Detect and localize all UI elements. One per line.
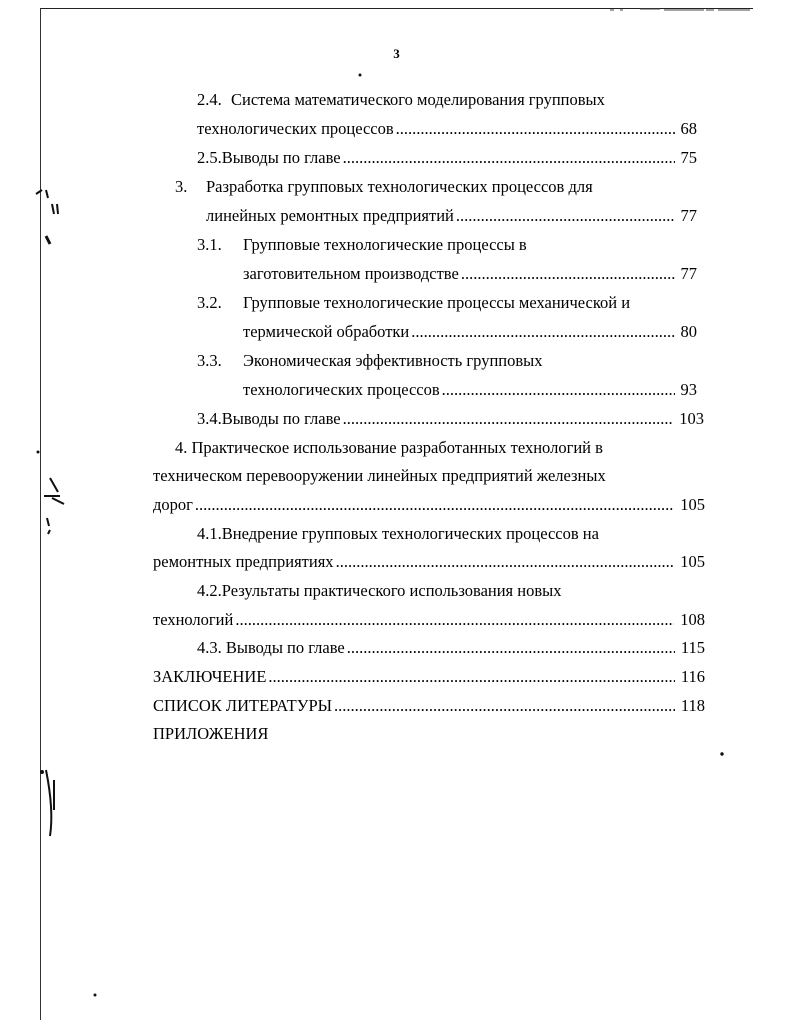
toc-line bbox=[175, 177, 697, 199]
toc-title: 4.2.Результаты практического использования новых bbox=[197, 581, 562, 600]
toc-page: 103 bbox=[679, 409, 704, 428]
toc-line bbox=[153, 696, 705, 718]
toc-leader bbox=[235, 610, 674, 630]
toc-line bbox=[197, 638, 705, 660]
toc-line bbox=[197, 409, 704, 431]
toc-line bbox=[243, 264, 697, 286]
toc-title: технологических процессов bbox=[243, 380, 440, 399]
toc-page: 115 bbox=[680, 638, 705, 657]
toc-title: технологических процессов bbox=[197, 119, 394, 138]
toc-title: Экономическая эффективность групповых bbox=[243, 351, 543, 370]
toc-line bbox=[153, 724, 705, 746]
toc-page: 105 bbox=[680, 552, 705, 571]
toc-title: Система математического моделирования групповых bbox=[231, 90, 605, 109]
toc-line bbox=[197, 293, 697, 315]
toc-page: 105 bbox=[680, 495, 705, 514]
toc-title: СПИСОК ЛИТЕРАТУРЫ bbox=[153, 696, 333, 715]
toc-line bbox=[153, 495, 705, 517]
toc-line bbox=[243, 380, 697, 402]
toc-title: технологий bbox=[153, 610, 234, 629]
toc-leader bbox=[347, 638, 675, 658]
toc-title: 4. Практическое использование разработанных технологий в bbox=[175, 438, 603, 457]
toc-line bbox=[153, 466, 705, 488]
toc-line bbox=[153, 667, 705, 689]
toc-number: 3.1. bbox=[197, 235, 222, 254]
toc-number: 3. bbox=[175, 177, 188, 196]
toc-leader bbox=[268, 667, 674, 687]
toc-line bbox=[243, 322, 697, 344]
toc-line bbox=[197, 524, 705, 546]
toc-leader bbox=[336, 552, 675, 572]
toc-title: линейных ремонтных предприятий bbox=[206, 206, 454, 225]
toc-page: 118 bbox=[680, 696, 705, 715]
toc-title: ПРИЛОЖЕНИЯ bbox=[153, 724, 269, 743]
toc-line bbox=[175, 438, 705, 460]
toc-title: дорог bbox=[153, 495, 193, 514]
toc-title: 4.1.Внедрение групповых технологических процессов на bbox=[197, 524, 599, 543]
toc-page: 77 bbox=[680, 264, 697, 283]
toc-number: 3.4. bbox=[197, 409, 222, 428]
toc-title: Групповые технологические процессы механической и bbox=[243, 293, 631, 312]
toc-title: Выводы по главе bbox=[221, 409, 341, 428]
toc-leader bbox=[411, 322, 674, 342]
toc-number: 3.2. bbox=[197, 293, 222, 312]
toc-title: Разработка групповых технологических процессов для bbox=[206, 177, 593, 196]
toc-title: Групповые технологические процессы в bbox=[243, 235, 527, 254]
toc-title: ремонтных предприятиях bbox=[153, 552, 334, 571]
toc-leader bbox=[442, 380, 675, 400]
toc-line bbox=[197, 235, 697, 257]
toc-title: заготовительном производстве bbox=[243, 264, 459, 283]
toc-number: 2.4. bbox=[197, 90, 222, 109]
page-number: 3 bbox=[393, 46, 400, 61]
toc-leader bbox=[343, 148, 675, 168]
toc-line bbox=[153, 552, 705, 574]
toc-leader bbox=[456, 206, 675, 226]
toc-page: 68 bbox=[680, 119, 697, 138]
toc-title: 4.3. Выводы по главе bbox=[197, 638, 345, 657]
toc-page: 75 bbox=[680, 148, 697, 167]
toc-page: 93 bbox=[680, 380, 697, 399]
toc-title: ЗАКЛЮЧЕНИЕ bbox=[153, 667, 267, 686]
toc-leader bbox=[195, 495, 674, 515]
toc-leader bbox=[343, 409, 674, 429]
toc-page: 108 bbox=[680, 610, 705, 629]
toc-line bbox=[153, 610, 705, 632]
toc-line bbox=[197, 581, 705, 603]
toc-page: 77 bbox=[680, 206, 697, 225]
toc-page: 116 bbox=[680, 667, 705, 686]
toc-title: Выводы по главе bbox=[221, 148, 341, 167]
toc-leader bbox=[396, 119, 675, 139]
toc-number: 3.3. bbox=[197, 351, 222, 370]
toc-line bbox=[197, 148, 697, 170]
toc-line bbox=[197, 90, 697, 112]
toc-number: 2.5. bbox=[197, 148, 222, 167]
toc-line bbox=[206, 206, 697, 228]
toc-title: термической обработки bbox=[243, 322, 410, 341]
toc-line bbox=[197, 351, 697, 373]
toc-leader bbox=[461, 264, 675, 284]
toc-leader bbox=[334, 696, 675, 716]
toc-title: техническом перевооружении линейных предприятий железных bbox=[153, 466, 606, 485]
toc-page: 80 bbox=[680, 322, 697, 341]
toc-line bbox=[197, 119, 697, 141]
